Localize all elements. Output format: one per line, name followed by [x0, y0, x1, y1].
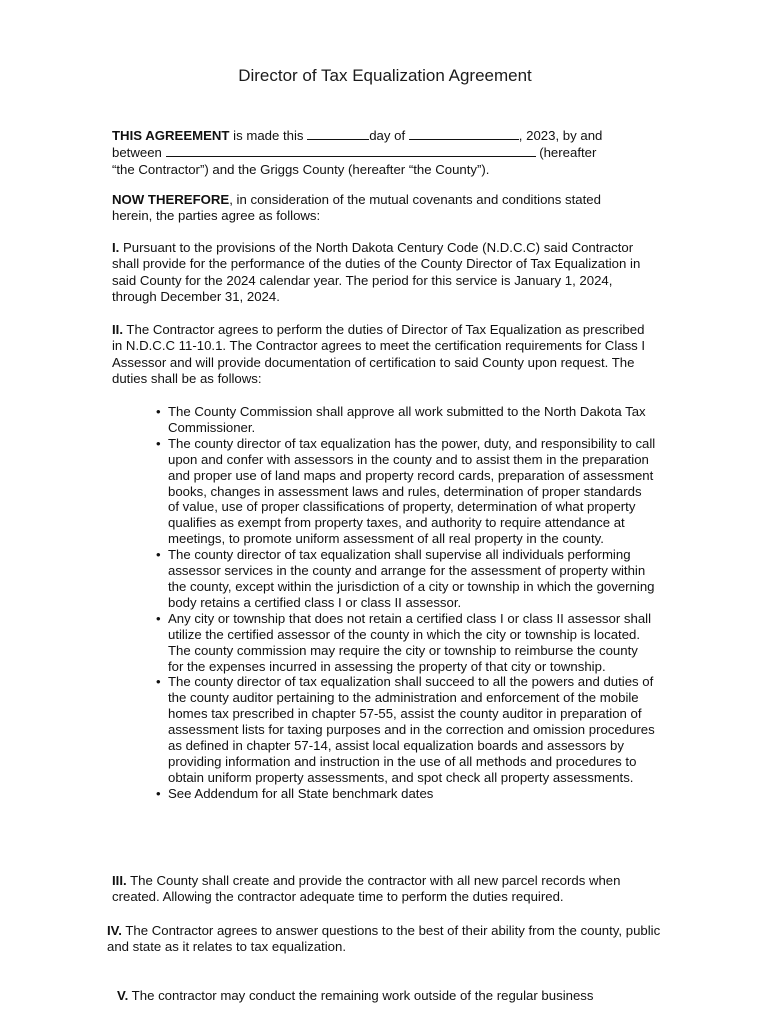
- list-item: • The County Commission shall approve all work submitted to the North Dakota Tax Commissioner.: [156, 404, 656, 436]
- list-item: • The county director of tax equalization has the power, duty, and responsibility to call upon and confer with assessors in the county and to assist them in the preparation and proper use of land maps and property record cards, preparation of assessment books, changes in assessment laws and rules, determination of proper standards of value, use of proper classifications of property, determination of what property qualifies as exempt from property taxes, and authority to require attendance at meetings, to promote uniform assessment of all real property in the county.: [156, 436, 656, 547]
- section-3-paragraph: III. The County shall create and provide the contractor with all new parcel records when created. Allowing the contractor adequate time to perform the duties required.: [112, 873, 621, 905]
- section-number: V.: [117, 988, 129, 1003]
- section-5-paragraph: V. The contractor may conduct the remaining work outside of the regular business: [117, 988, 594, 1003]
- list-item: • The county director of tax equalization shall supervise all individuals performing assessor services in the county and arrange for the assessment of property within the county, except within the jurisdiction of a city or township in which the governing body retains a certified class I or class II assessor.: [156, 547, 656, 611]
- section-number: III.: [112, 873, 127, 888]
- now-therefore-paragraph: NOW THEREFORE, in consideration of the mutual covenants and conditions stated herein, the parties agree as follows:: [112, 192, 601, 224]
- section-1-paragraph: I. Pursuant to the provisions of the North Dakota Century Code (N.D.C.C) said Contractor shall provide for the performance of the duties of the County Director of Tax Equalization in said County for the 2024 calendar year. The period for this service is January 1, 2024, through December 31, 2024.: [112, 240, 641, 304]
- intro-lead: THIS AGREEMENT: [112, 128, 230, 143]
- duties-list: [156, 404, 656, 802]
- document-title: Director of Tax Equalization Agreement: [238, 66, 532, 85]
- section-number: IV.: [107, 923, 122, 938]
- section-number: I.: [112, 240, 120, 255]
- list-item: • See Addendum for all State benchmark dates: [156, 786, 656, 802]
- section-number: II.: [112, 322, 123, 337]
- list-item: • Any city or township that does not retain a certified class I or class II assessor shall utilize the certified assessor of the county in which the city or township is located. The county commission may require the city or township to reimburse the county for the expenses incurred in assessing the property of that city or township.: [156, 611, 656, 675]
- day-blank: [307, 127, 369, 140]
- list-item: • The county director of tax equalization shall succeed to all the powers and duties of the county auditor pertaining to the administration and enforcement of the mobile homes tax prescribed in chapter 57-55, assist the county auditor in preparation of assessment lists for taxing purposes and in the correction and omission procedures as defined in chapter 57-14, assist local equalization boards and assessors by providing information and instruction in the use of all methods and procedures to obtain uniform property assessments, and spot check all property assessments.: [156, 674, 656, 785]
- intro-paragraph: THIS AGREEMENT is made this day of , 2023, by and between (hereafter “the Contractor”) and the Griggs County (hereafter “the County”).: [112, 128, 603, 177]
- contractor-name-blank: [166, 144, 536, 157]
- section-4-paragraph: IV. The Contractor agrees to answer questions to the best of their ability from the county, public and state as it relates to tax equalization.: [107, 923, 661, 955]
- section-2-paragraph: II. The Contractor agrees to perform the duties of Director of Tax Equalization as prescribed in N.D.C.C 11-10.1. The Contractor agrees to meet the certification requirements for Class I Assessor and will provide documentation of certification to said County upon request. The duties shall be as follows:: [112, 322, 646, 386]
- month-blank: [409, 127, 519, 140]
